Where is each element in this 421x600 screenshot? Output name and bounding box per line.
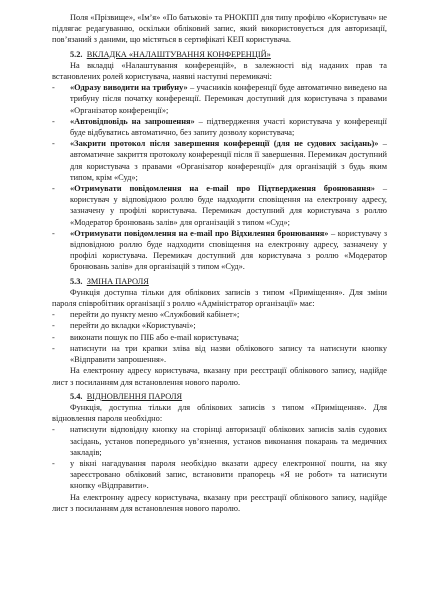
section-intro: Функція доступна тільки для облікових записів з типом «Приміщення». Для зміни пароля співробітник організації з роллю «Адміністратор організації» має: [52,287,387,309]
intro-paragraph: Поля «Прізвище», «Ім’я» «По батькові» та РНОКПП для типу профілю «Користувач» не підлягає редагуванню, оскільки обліковий запис, який використовується для авторизації, пов’язаний з даними, що містяться в сертифікаті КЕП користувача. [52,13,387,45]
option-name: «Отримувати повідомлення на e-mail про Відхилення бронювання» [70,228,329,238]
option-name: «Одразу виводити на трибуну» [70,83,188,93]
section-heading-5-2 [52,49,387,60]
section-title: ЗМІНА ПАРОЛЯ [86,276,149,286]
list-item-text: перейти до пункту меню «Службовий кабінет»; [70,310,240,320]
list-item-text: натиснути на три крапки зліва від назви облікового запису та натиснути кнопку «Відправити запрошення». [70,343,387,365]
option-description: – підтвердження участі користувача у конференції буде відбуватись автоматично, без запиту дозволу користувача; [70,116,387,138]
list-marker: - [52,116,55,126]
section-heading-5-3 [52,276,387,287]
option-name: «Автовідповідь на запрошення» [70,116,195,126]
list-item [52,424,387,458]
list-marker: - [52,184,55,194]
list-item [52,138,387,183]
list-marker: - [52,228,55,238]
list-marker: - [52,343,55,353]
option-name: «Отримувати повідомлення на e-mail про Підтвердження бронювання» [70,184,375,194]
list-item-text: перейти до вкладки «Користувачі»; [70,321,196,331]
option-description: – учасників конференції буде автоматично виведено на трибуну після початку конференції. Перемикач доступний для користувача з правами «Організатор конференції»; [70,83,387,115]
section-number: 5.3. [70,276,83,286]
list-marker: - [52,332,55,342]
list-item [52,309,387,320]
list-item [52,82,387,116]
list-marker: - [52,458,55,468]
list-item [52,183,387,228]
list-item [52,228,387,273]
list-item [52,116,387,138]
option-description: – користувач у відповідною роллю буде надходити сповіщення на електронну адресу, зазначену у профілі користувача. Перемикач доступний для користувача з роллю «Модератор бронювань залів» для організацій з типом «Суд»; [70,184,387,227]
list-item [52,332,387,343]
list-marker: - [52,139,55,149]
section-intro: На вкладці «Налаштування конференцій», в залежності від наданих прав та встановлених ролей користувача, наявні наступні перемикачі: [52,60,387,82]
section-title: ВІДНОВЛЕННЯ ПАРОЛЯ [86,391,183,401]
list-item-text: виконати пошук по ПІБ або e-mail користувача; [70,332,240,342]
list-item-text: натиснути відповідну кнопку на сторінці авторизації облікових записів залів судових засідань, установ попереднього ув’язнення, установ виконання покарань та медичних закладів; [70,425,387,457]
list-marker: - [52,83,55,93]
section-heading-5-4 [52,391,387,402]
list-marker: - [52,321,55,331]
list-item-text: у вікні нагадування пароля необхідно вказати адресу електронної пошти, на яку зареєстровано обліковий запис, встановити прапорець «Я не робот» та натиснути кнопку «Відправити». [70,458,387,491]
option-name: «Закрити протокол після завершення конференції (для не судових засідань)» [70,139,379,149]
section-intro: Функція, доступна тільки для облікових записів з типом «Приміщення». Для відновлення пароля необхідно: [52,402,387,424]
list-marker: - [52,425,55,435]
option-description: – автоматичне закриття протоколу конференції після її завершення. Перемикач доступний для користувача з правами «Організатор конференції» для організацій з будь яким типом, крім «Суд»; [70,139,387,182]
section-number: 5.2. [70,49,83,59]
list-item [52,458,387,492]
section-outro: На електронну адресу користувача, вказану при реєстрації облікового запису, надійде лист з посиланням для встановлення нового паролю. [52,492,387,513]
list-item [52,343,387,365]
list-marker: - [52,310,55,320]
section-outro: На електронну адресу користувача, вказану при реєстрації облікового запису, надійде лист з посиланням для встановлення нового паролю. [52,366,387,387]
section-number: 5.4. [70,391,83,401]
option-description: – користувачу з відповідною роллю буде надходити сповіщення на електронну адресу, зазначену у профілі користувача. Перемикач доступний для користувача з роллю «Модератор бронювань залів» для організацій з типом «Суд». [70,228,387,272]
list-item [52,320,387,331]
section-title: ВКЛАДКА «НАЛАШТУВАННЯ КОНФЕРЕНЦІЙ» [86,49,271,59]
